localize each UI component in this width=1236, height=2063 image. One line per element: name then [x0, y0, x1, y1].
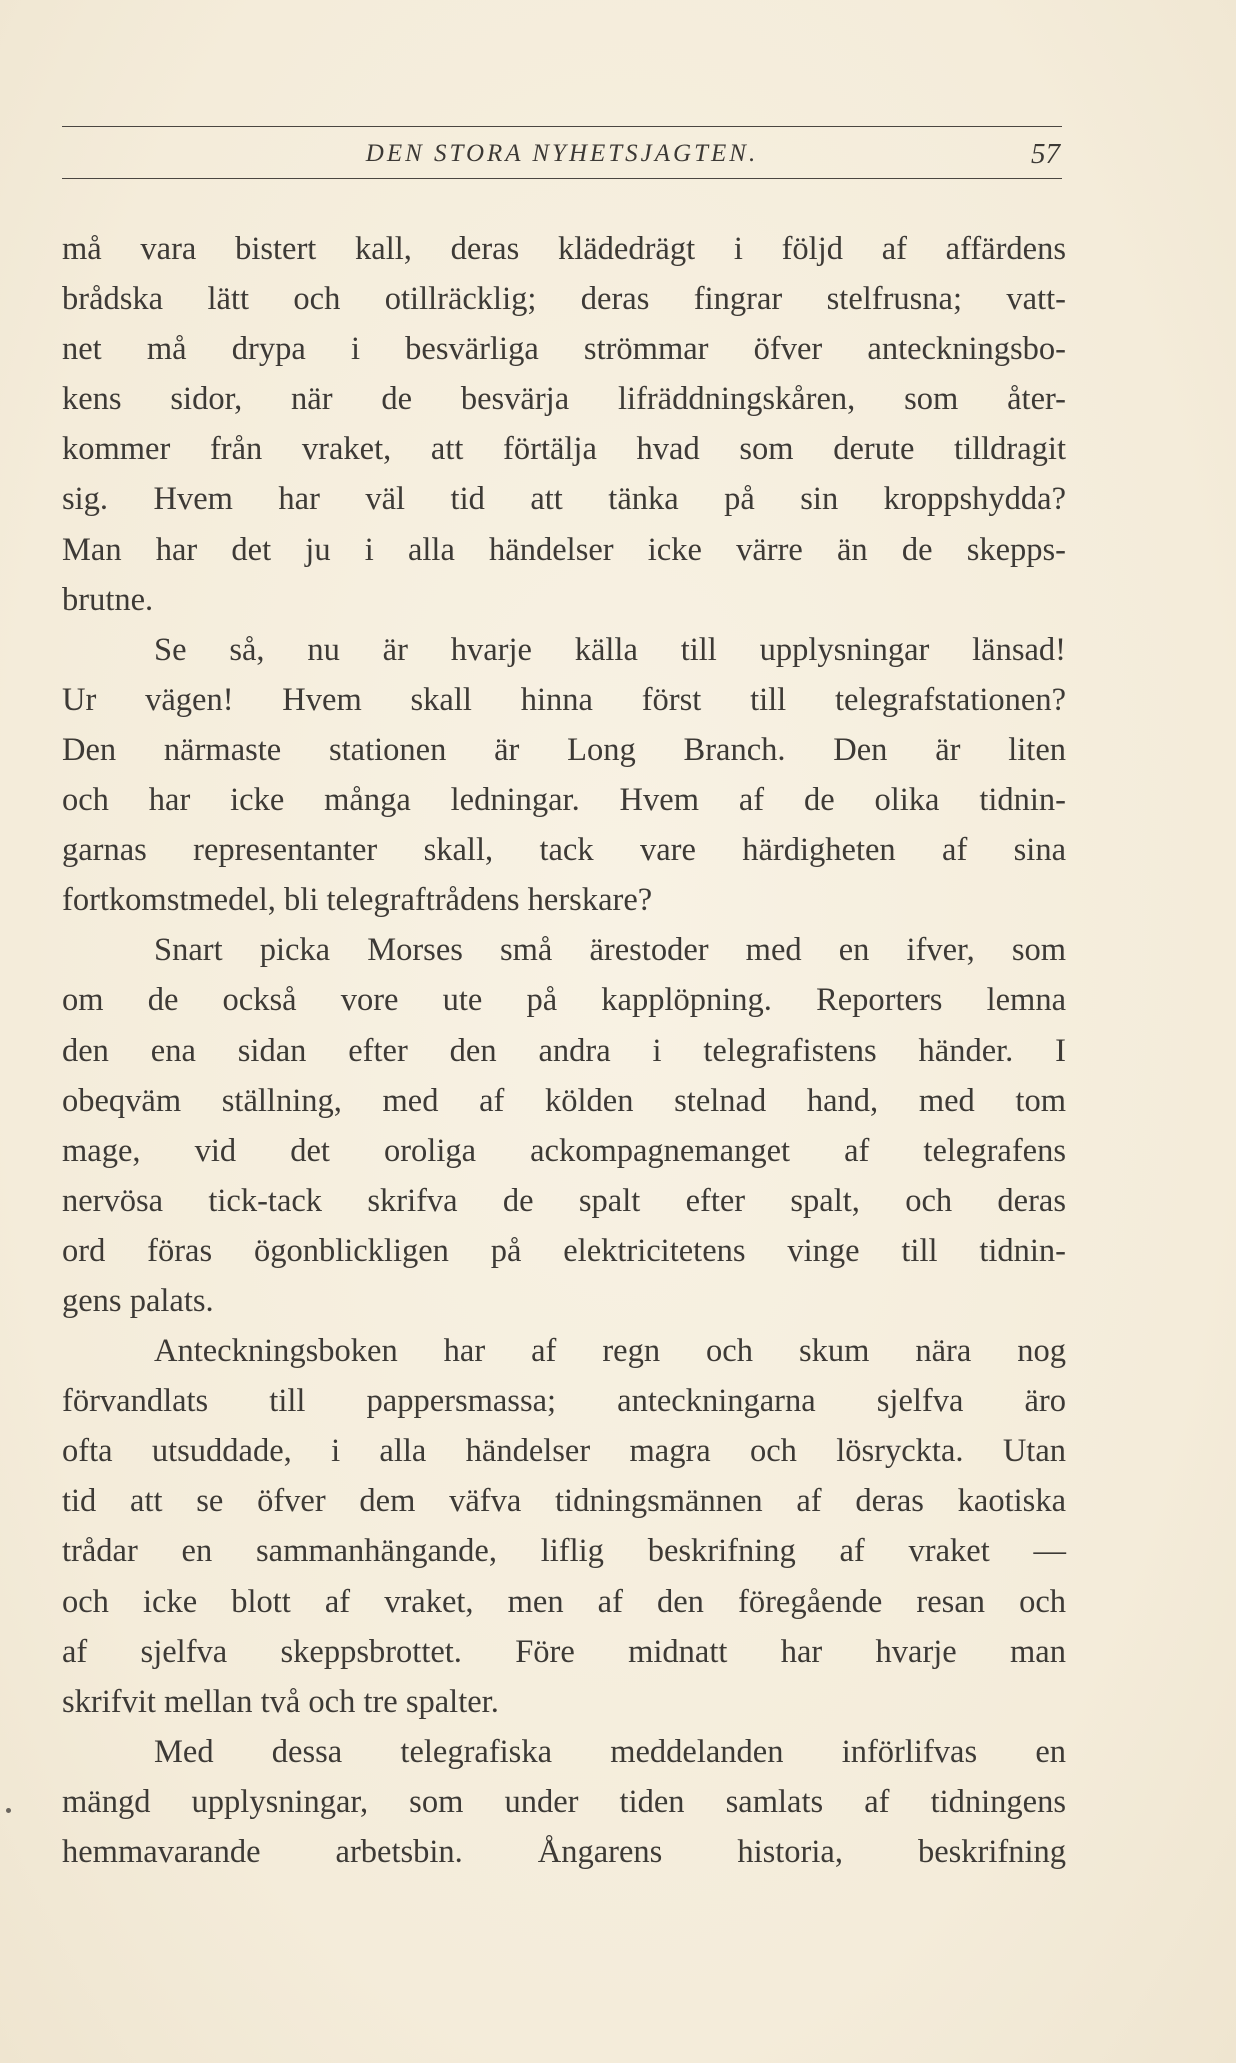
paragraph [62, 1727, 1066, 1877]
text-line: kens sidor, när de besvärja lifräddningskåren, som åter- [62, 381, 1066, 418]
text-line: obeqväm ställning, med af kölden stelnad hand, med tom [62, 1082, 1066, 1119]
text-line: af sjelfva skeppsbrottet. Före midnatt har hvarje man [62, 1633, 1066, 1670]
text-line: Se så, nu är hvarje källa till upplysningar länsad! [154, 631, 1066, 668]
header-rule-bottom [62, 178, 1062, 179]
paragraph [62, 1326, 1066, 1727]
page-number: 57 [1031, 138, 1060, 170]
text-line: ofta utsuddade, i alla händelser magra och lösryckta. Utan [62, 1433, 1066, 1470]
text-line: Ur vägen! Hvem skall hinna först till telegrafstationen? [62, 681, 1066, 718]
text-line: och har icke många ledningar. Hvem af de olika tidnin- [62, 782, 1066, 819]
text-line: trådar en sammanhängande, liflig beskrifning af vraket — [62, 1533, 1066, 1570]
text-line: mängd upplysningar, som under tiden samlats af tidningens [62, 1783, 1066, 1820]
text-line: Man har det ju i alla händelser icke värre än de skepps- [62, 531, 1066, 568]
header-rule-top [62, 126, 1062, 127]
text-line: garnas representanter skall, tack vare härdigheten af sina [62, 832, 1066, 869]
text-line: Anteckningsboken har af regn och skum nära nog [154, 1333, 1066, 1370]
text-line: kommer från vraket, att förtälja hvad som derute tilldragit [62, 431, 1066, 468]
text-line: och icke blott af vraket, men af den föregående resan och [62, 1583, 1066, 1620]
text-line: skrifvit mellan två och tre spalter. [62, 1683, 499, 1720]
body-text [62, 224, 1066, 1877]
text-line: nervösa tick-tack skrifva de spalt efter spalt, och deras [62, 1182, 1066, 1219]
text-line: Med dessa telegrafiska meddelanden införlifvas en [154, 1733, 1066, 1770]
paragraph [62, 925, 1066, 1326]
text-line: Den närmaste stationen är Long Branch. Den är liten [62, 731, 1066, 768]
paragraph [62, 625, 1066, 926]
text-line: om de också vore ute på kapplöpning. Reporters lemna [62, 982, 1066, 1019]
text-line: hemmavarande arbetsbin. Ångarens historia, beskrifning [62, 1834, 1066, 1870]
text-line: mage, vid det oroliga ackompagnemanget af telegrafens [62, 1132, 1066, 1169]
paragraph [62, 224, 1066, 625]
text-line: ord föras ögonblickligen på elektricitetens vinge till tidnin- [62, 1232, 1066, 1269]
text-line: den ena sidan efter den andra i telegrafistens händer. I [62, 1032, 1066, 1069]
text-line: förvandlats till pappersmassa; anteckningarna sjelfva äro [62, 1383, 1066, 1420]
text-line: må vara bistert kall, deras klädedrägt i följd af affärdens [62, 231, 1066, 267]
text-line: fortkomstmedel, bli telegraftrådens herskare? [62, 882, 653, 919]
text-line: gens palats. [62, 1282, 214, 1319]
running-header [62, 138, 1062, 174]
running-title: DEN STORA NYHETSJAGTEN. [365, 140, 759, 167]
text-line: tid att se öfver dem väfva tidningsmännen af deras kaotiska [62, 1483, 1066, 1520]
text-line: net må drypa i besvärliga strömmar öfver anteckningsbo- [62, 331, 1066, 368]
text-line: Snart picka Morses små ärestoder med en ifver, som [154, 932, 1066, 969]
text-line: sig. Hvem har väl tid att tänka på sin kroppshydda? [62, 481, 1066, 518]
text-line: brådska lätt och otillräcklig; deras fingrar stelfrusna; vatt- [62, 281, 1066, 318]
margin-speck [6, 1808, 11, 1813]
text-line: brutne. [62, 581, 154, 618]
